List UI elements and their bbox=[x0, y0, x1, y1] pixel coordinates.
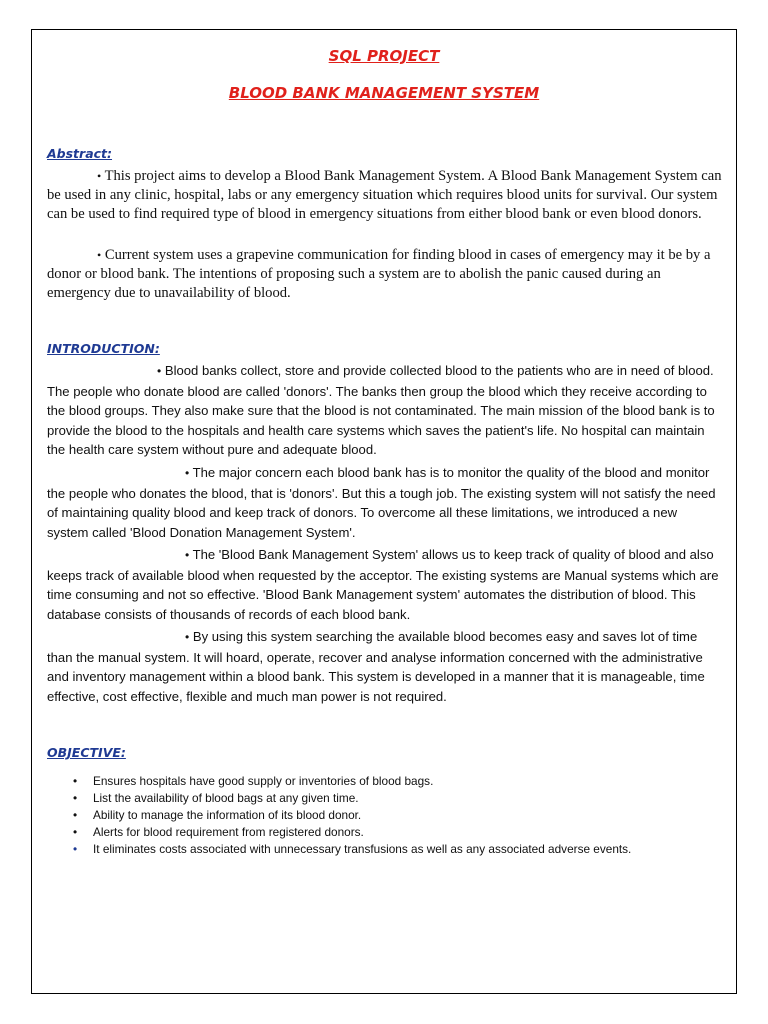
introduction-paragraph-text: By using this system searching the available blood becomes easy and saves lot of time than the manual system. It will hoard, operate, recover and analyse information concerned with the administrative and inventory management within a blood bank. This system is developed in a manner that it is manageable, time effective, cost effective, flexible and much man power is not required. bbox=[47, 629, 705, 704]
list-item bbox=[73, 824, 631, 841]
bullet-icon: • bbox=[185, 466, 190, 480]
abstract-paragraph-text: Current system uses a grapevine communication for finding blood in cases of emergency may it be by a donor or blood bank. The intentions of proposing such a system are to abolish the panic caused during an emergency due to unavailability of blood. bbox=[47, 247, 711, 301]
objective-heading: OBJECTIVE: bbox=[47, 745, 126, 760]
bullet-icon: • bbox=[73, 841, 78, 856]
abstract-paragraph bbox=[47, 246, 722, 303]
introduction-paragraph-text: The major concern each blood bank has is to monitor the quality of the blood and monitor the people who donates the blood, that is 'donors'. But this a tough job. The existing system will not satisfy the need of maintaining quality blood and keep track of donors. To overcome all these limitations, we introduced a new system called 'Blood Donation Management System'. bbox=[47, 465, 716, 540]
list-item bbox=[73, 841, 631, 858]
objective-item-text: Ensures hospitals have good supply or inventories of blood bags. bbox=[93, 774, 434, 788]
introduction-paragraph bbox=[47, 627, 721, 706]
list-item bbox=[73, 773, 631, 790]
bullet-icon: • bbox=[97, 169, 102, 183]
objective-item-text: Ability to manage the information of its blood donor. bbox=[93, 807, 362, 822]
abstract-paragraph-text: This project aims to develop a Blood Bank Management System. A Blood Bank Management System can be used in any clinic, hospital, labs or any emergency situation which requires blood units for survival. Our system can be used to find required type of blood in emergency situations from either blood bank or even blood donors. bbox=[47, 168, 722, 222]
bullet-icon: • bbox=[185, 548, 190, 562]
bullet-icon: • bbox=[73, 790, 78, 805]
bullet-icon: • bbox=[185, 630, 190, 644]
bullet-icon: • bbox=[73, 807, 78, 822]
introduction-paragraph-text: The 'Blood Bank Management System' allows us to keep track of quality of blood and also keeps track of available blood when requested by the acceptor. The existing systems are Manual systems which are time consuming and not so effective. 'Blood Bank Management system' automates the distribution of blood. This database consists of thousands of records of each blood bank. bbox=[47, 547, 719, 622]
abstract-heading: Abstract: bbox=[47, 146, 113, 161]
bullet-icon: • bbox=[97, 248, 102, 262]
objective-item-text: It eliminates costs associated with unnecessary transfusions as well as any associated adverse events. bbox=[93, 841, 632, 856]
objective-list bbox=[73, 773, 631, 858]
introduction-paragraph bbox=[47, 463, 721, 542]
list-item bbox=[73, 790, 631, 807]
document-subtitle: BLOOD BANK MANAGEMENT SYSTEM bbox=[228, 84, 540, 102]
list-item bbox=[73, 807, 631, 824]
introduction-paragraph bbox=[47, 361, 721, 460]
bullet-icon: • bbox=[73, 824, 78, 839]
introduction-paragraph bbox=[47, 545, 721, 624]
objective-item-text: List the availability of blood bags at any given time. bbox=[93, 790, 359, 805]
objective-item-text: Alerts for blood requirement from registered donors. bbox=[93, 824, 364, 839]
document-title: SQL PROJECT bbox=[328, 47, 440, 65]
bullet-icon: • bbox=[73, 774, 78, 788]
abstract-paragraph bbox=[47, 167, 722, 224]
bullet-icon: • bbox=[157, 364, 162, 378]
introduction-paragraph-text: Blood banks collect, store and provide collected blood to the patients who are in need of blood. The people who donate blood are called 'donors'. The banks then group the blood which they receive according to the blood groups. They also make sure that the blood is not contaminated. The main mission of the blood bank is to provide the blood to the hospitals and health care systems which saves the patient's life. No hospital can maintain the health care system without pure and adequate blood. bbox=[47, 363, 715, 458]
introduction-heading: INTRODUCTION: bbox=[47, 341, 160, 356]
